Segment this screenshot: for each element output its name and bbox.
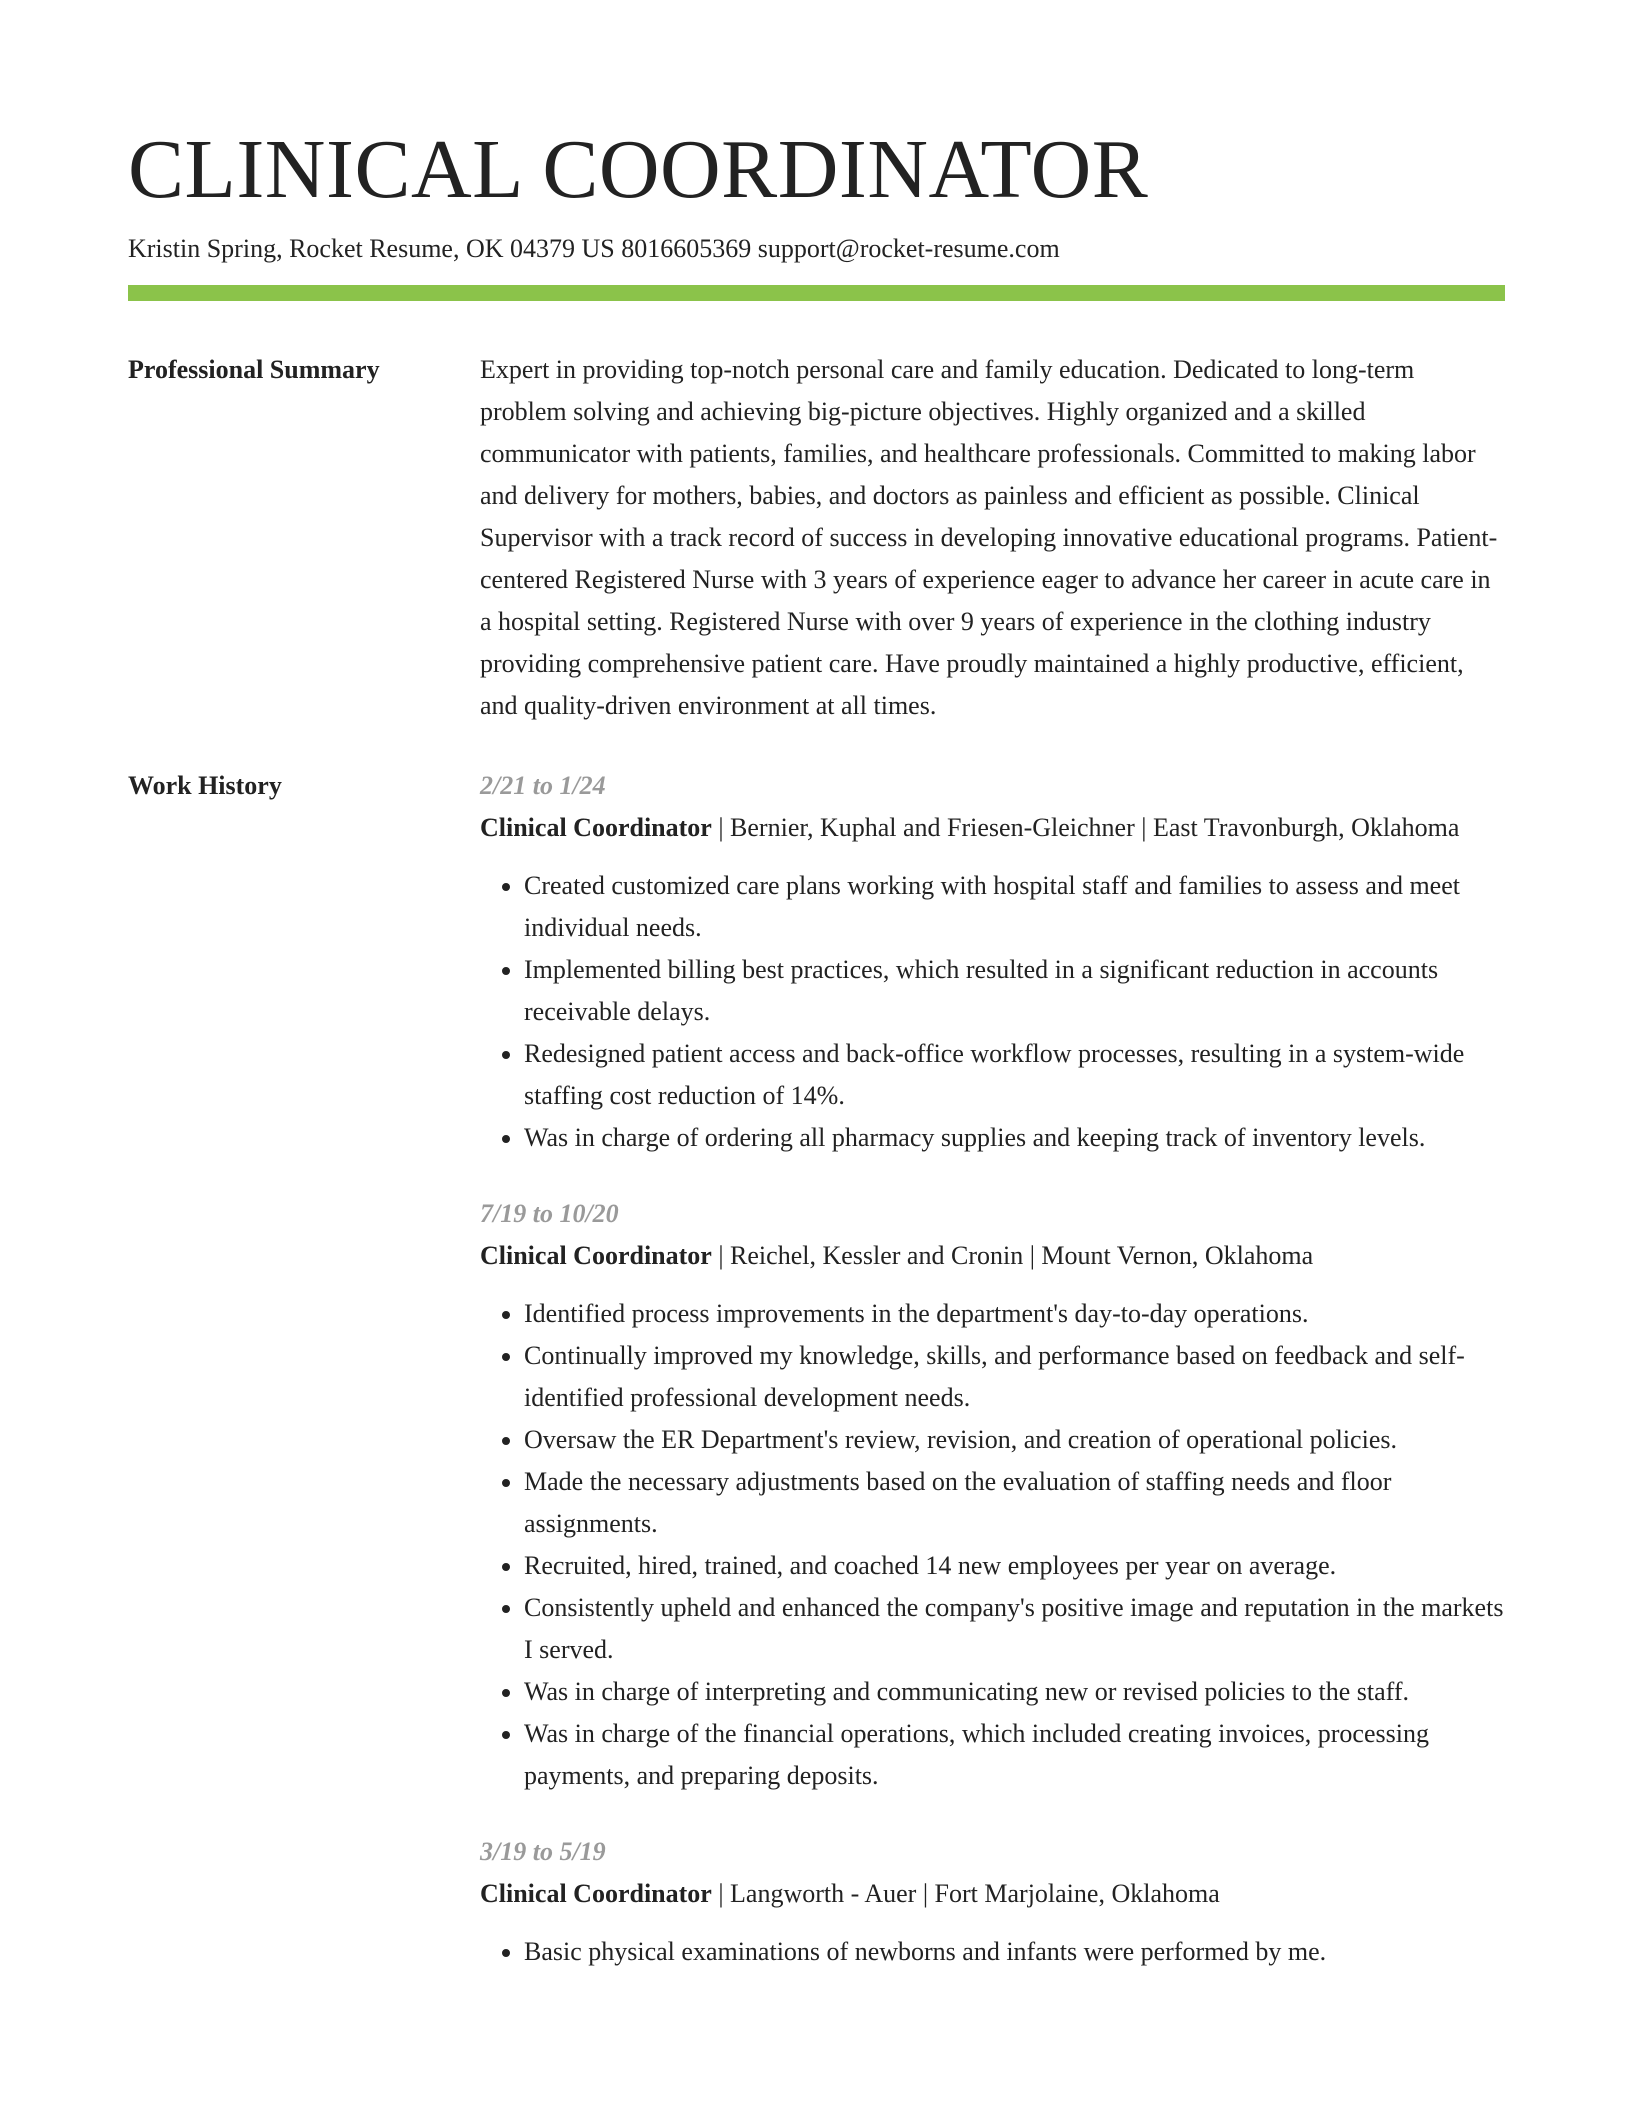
- work-history-body: [480, 765, 1505, 2007]
- job-dates: 3/19 to 5/19: [480, 1837, 606, 1866]
- list-item: • Was in charge of ordering all pharmacy supplies and keeping track of inventory levels.: [524, 1117, 1505, 1159]
- job-details: | Langworth - Auer | Fort Marjolaine, Oklahoma: [711, 1879, 1220, 1908]
- job-title: Clinical Coordinator: [480, 813, 712, 842]
- summary-section: [128, 349, 1505, 727]
- contact-line: Kristin Spring, Rocket Resume, OK 04379 US 8016605369 support@rocket-resume.com: [128, 234, 1060, 263]
- job-entry: [480, 1193, 1505, 1797]
- job-title: Clinical Coordinator: [480, 1241, 712, 1270]
- job-entry: [480, 1831, 1505, 1973]
- work-history-heading: Work History: [128, 771, 282, 800]
- list-item: • Was in charge of the financial operations, which included creating invoices, processing payments, and preparing deposits.: [524, 1713, 1505, 1797]
- job-heading: [480, 1235, 1505, 1277]
- list-item: • Implemented billing best practices, which resulted in a significant reduction in accounts receivable delays.: [524, 949, 1505, 1033]
- list-item: • Created customized care plans working with hospital staff and families to assess and meet individual needs.: [524, 865, 1505, 949]
- list-item: • Redesigned patient access and back-office workflow processes, resulting in a system-wide staffing cost reduction of 14%.: [524, 1033, 1505, 1117]
- job-dates: 2/21 to 1/24: [480, 771, 606, 800]
- job-bullet-list: [480, 1293, 1505, 1797]
- resume-page: [128, 118, 1505, 2007]
- work-history-section: [128, 765, 1505, 2007]
- summary-body: [480, 349, 1505, 727]
- job-details: | Reichel, Kessler and Cronin | Mount Vernon, Oklahoma: [711, 1241, 1314, 1270]
- list-item: • Oversaw the ER Department's review, revision, and creation of operational policies.: [524, 1419, 1505, 1461]
- list-item: • Was in charge of interpreting and communicating new or revised policies to the staff.: [524, 1671, 1505, 1713]
- list-item: • Made the necessary adjustments based on the evaluation of staffing needs and floor assignments.: [524, 1461, 1505, 1545]
- job-bullet-list: [480, 865, 1505, 1159]
- summary-heading: Professional Summary: [128, 355, 380, 384]
- list-item: • Recruited, hired, trained, and coached 14 new employees per year on average.: [524, 1545, 1505, 1587]
- job-entry: [480, 765, 1505, 1159]
- job-bullet-list: [480, 1931, 1505, 1973]
- accent-divider: [128, 285, 1505, 301]
- resume-title: CLINICAL COORDINATOR: [128, 123, 1149, 216]
- job-heading: [480, 1873, 1505, 1915]
- list-item: • Identified process improvements in the department's day-to-day operations.: [524, 1293, 1505, 1335]
- list-item: • Continually improved my knowledge, skills, and performance based on feedback and self-identified professional development needs.: [524, 1335, 1505, 1419]
- list-item: • Consistently upheld and enhanced the company's positive image and reputation in the markets I served.: [524, 1587, 1505, 1671]
- job-heading: [480, 807, 1505, 849]
- list-item: • Basic physical examinations of newborns and infants were performed by me.: [524, 1931, 1505, 1973]
- job-title: Clinical Coordinator: [480, 1879, 712, 1908]
- job-details: | Bernier, Kuphal and Friesen-Gleichner | East Travonburgh, Oklahoma: [711, 813, 1460, 842]
- summary-text: Expert in providing top-notch personal care and family education. Dedicated to long-term problem solving and achieving big-picture objectives. Highly organized and a skilled communicator with patients, families, and healthcare professionals. Committed to making labor and delivery for mothers, babies, and doctors as painless and efficient as possible. Clinical Supervisor with a track record of success in developing innovative educational programs. Patient-centered Registered Nurse with 3 years of experience eager to advance her career in acute care in a hospital setting. Registered Nurse with over 9 years of experience in the clothing industry providing comprehensive patient care. Have proudly maintained a highly productive, efficient, and quality-driven environment at all times.: [480, 355, 1498, 720]
- job-dates: 7/19 to 10/20: [480, 1199, 619, 1228]
